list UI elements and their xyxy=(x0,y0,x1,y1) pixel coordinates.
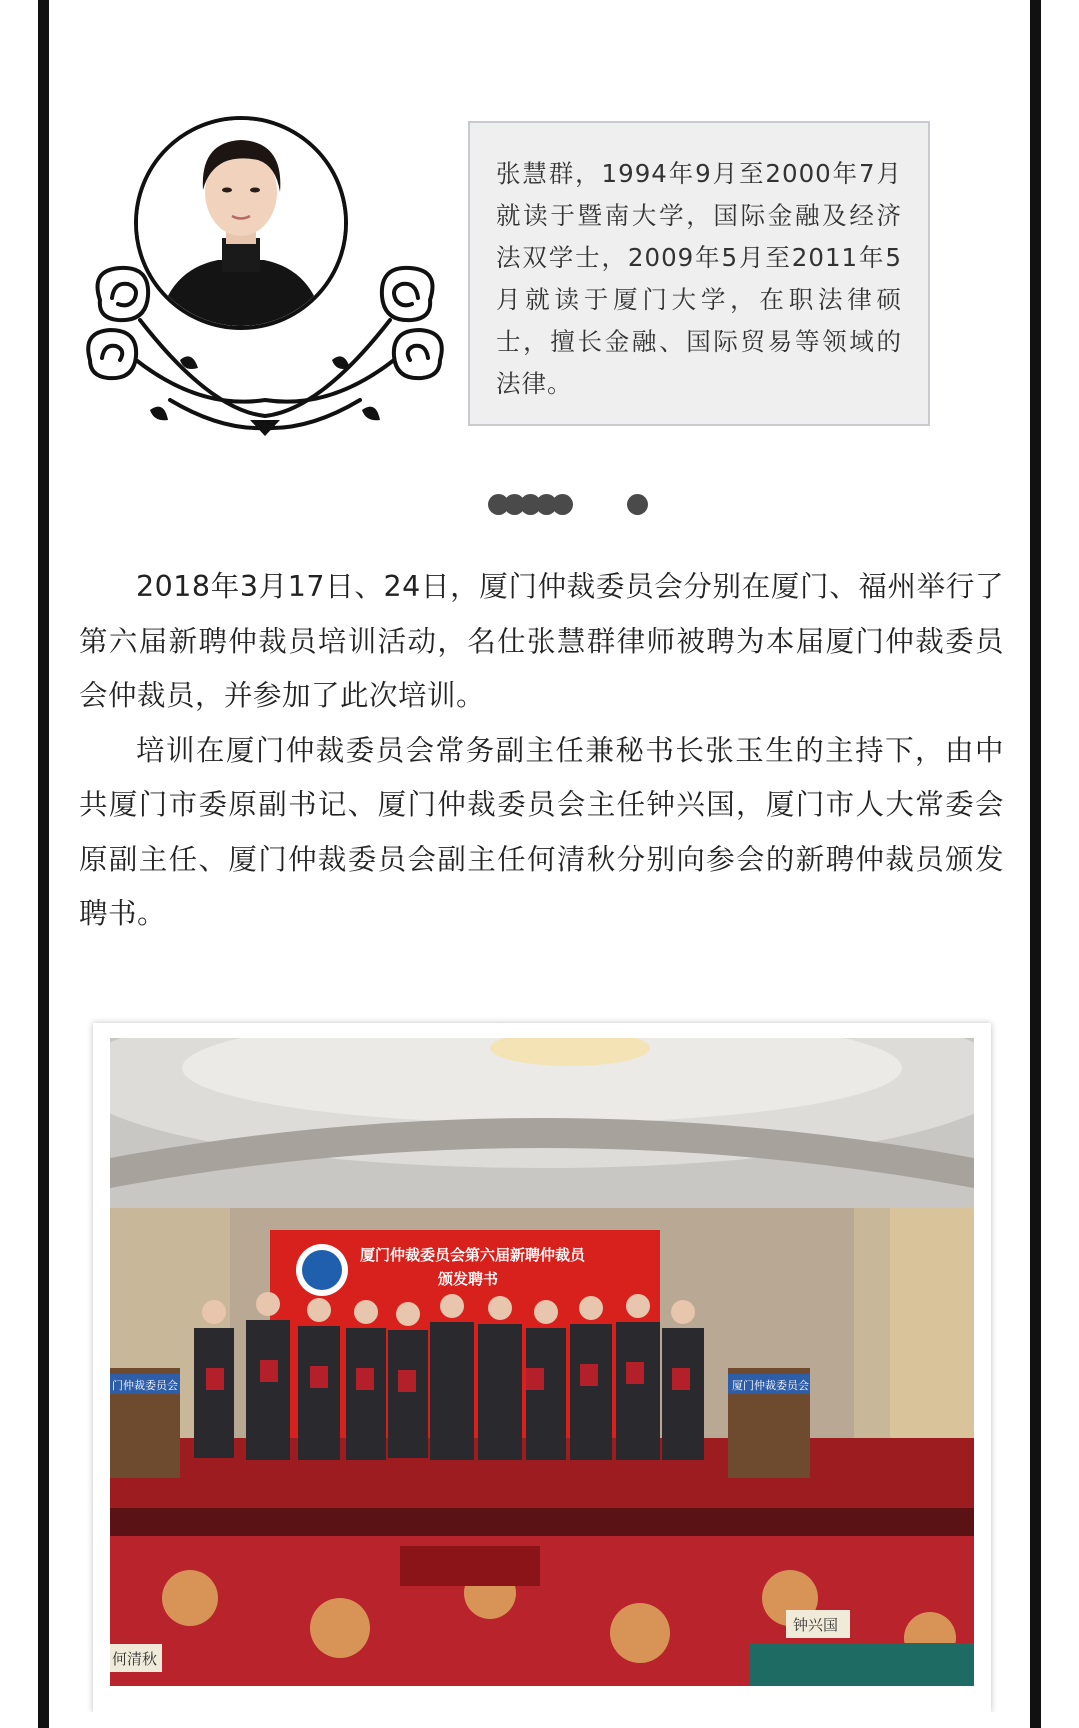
article-paragraph: 培训在厦门仲裁委员会常务副主任兼秘书长张玉生的主持下，由中共厦门市委原副书记、厦门仲裁委员会主任钟兴国，厦门市人大常委会原副主任、厦门仲裁委员会副主任何清秋分别向参会的新聘仲裁员颁发聘书。 xyxy=(79,733,1004,930)
page-frame-right xyxy=(1030,0,1041,1728)
nameplate-left: 何清秋 xyxy=(112,1650,158,1668)
ceremony-photo-frame xyxy=(93,1023,991,1713)
floral-ornament-icon xyxy=(80,260,450,440)
article-body xyxy=(79,560,1004,942)
dots-divider xyxy=(488,494,648,516)
nameplate-right: 钟兴国 xyxy=(793,1616,839,1634)
divider-dot xyxy=(627,494,648,515)
bottom-strip xyxy=(49,1712,1030,1728)
banner-line1: 厦门仲裁委员会第六届新聘仲裁员 xyxy=(360,1246,586,1264)
podium-right-label: 厦门仲裁委员会 xyxy=(732,1379,809,1392)
page-frame-left xyxy=(38,0,49,1728)
bio-box xyxy=(468,121,930,426)
article-paragraph: 2018年3月17日、24日，厦门仲裁委员会分别在厦门、福州举行了第六届新聘仲裁员培训活动，名仕张慧群律师被聘为本届厦门仲裁委员会仲裁员，并参加了此次培训。 xyxy=(79,570,1004,712)
banner-line2: 颁发聘书 xyxy=(438,1270,499,1288)
bio-text: 张慧群，1994年9月至2000年7月就读于暨南大学，国际金融及经济法双学士，2009年5月至2011年5月就读于厦门大学，在职法律硕士，擅长金融、国际贸易等领域的法律。 xyxy=(496,159,902,398)
ceremony-photo[interactable] xyxy=(110,1038,974,1686)
portrait-section xyxy=(80,110,450,440)
podium-left-label: 门仲裁委员会 xyxy=(112,1379,178,1392)
divider-dot xyxy=(552,494,573,515)
